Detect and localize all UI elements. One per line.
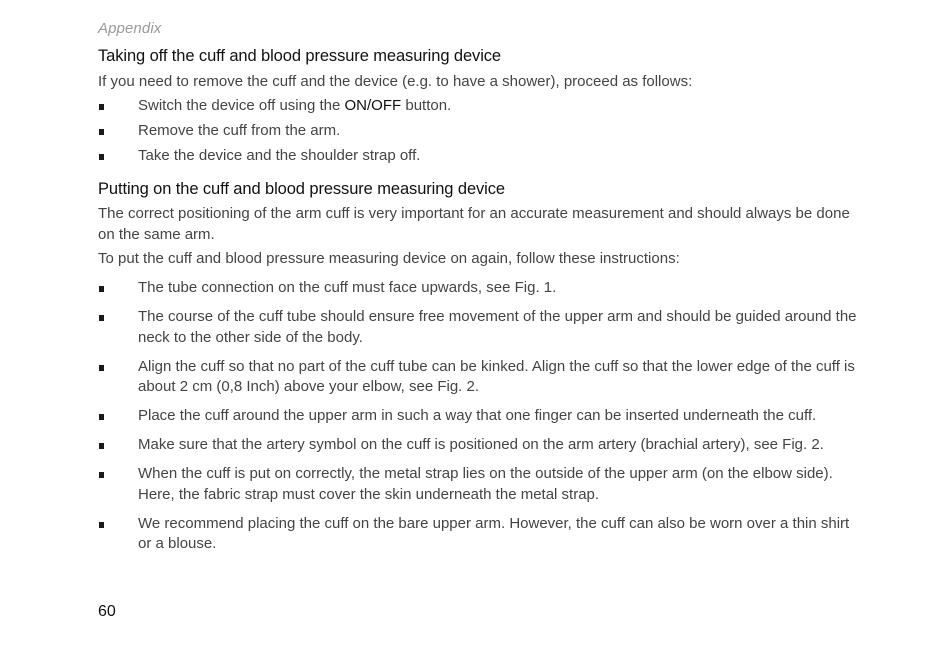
- list-item-text: Take the device and the shoulder strap off.: [138, 147, 421, 164]
- list-item-text: Place the cuff around the upper arm in such a way that one finger can be inserted underneath the cuff.: [138, 407, 817, 424]
- list-item-text: Make sure that the artery symbol on the cuff is positioned on the arm artery (brachial artery), see Fig. 2.: [138, 436, 824, 453]
- bullet-marker-icon: [99, 104, 104, 110]
- paragraph-instructions-intro: To put the cuff and blood pressure measuring device on again, follow these instructions:: [98, 250, 680, 267]
- bullet-marker-icon: [99, 365, 104, 371]
- section-title-putting-on: Putting on the cuff and blood pressure measuring device: [98, 180, 505, 198]
- list-item-text: button.: [401, 97, 452, 114]
- list-item: [98, 435, 858, 456]
- list-item: [98, 514, 858, 555]
- list-item-text: The course of the cuff tube should ensure free movement of the upper arm and should be guided around the neck to the other side of the body.: [138, 308, 857, 346]
- bullet-marker-icon: [99, 443, 104, 449]
- list-item: [98, 96, 858, 117]
- section-intro-taking-off: If you need to remove the cuff and the device (e.g. to have a shower), proceed as follows:: [98, 73, 693, 90]
- list-item-text: Switch the device off using the: [138, 97, 345, 114]
- list-item-text: We recommend placing the cuff on the bare upper arm. However, the cuff can also be worn over a thin shirt or a blouse.: [138, 514, 850, 552]
- list-item: [98, 121, 858, 142]
- list-item-text: The tube connection on the cuff must face upwards, see Fig. 1.: [138, 279, 557, 296]
- section-title-taking-off: Taking off the cuff and blood pressure measuring device: [98, 47, 501, 65]
- list-item: [98, 278, 858, 299]
- list-item: [98, 307, 858, 348]
- bullet-marker-icon: [99, 315, 104, 321]
- paragraph-positioning: The correct positioning of the arm cuff is very important for an accurate measurement and should always be done on the same arm.: [98, 205, 850, 243]
- bullet-marker-icon: [99, 129, 104, 135]
- bullet-marker-icon: [99, 414, 104, 420]
- list-item-text: Remove the cuff from the arm.: [138, 122, 341, 139]
- list-item: [98, 406, 858, 427]
- page-number: 60: [98, 603, 116, 620]
- list-item: [98, 357, 858, 398]
- bullet-list-putting-on: [98, 278, 858, 563]
- list-item-text: Align the cuff so that no part of the cuff tube can be kinked. Align the cuff so that the lower edge of the cuff is about 2 cm (0,8 Inch) above your elbow, see Fig. 2.: [138, 357, 855, 395]
- list-item-text: When the cuff is put on correctly, the metal strap lies on the outside of the upper arm (on the elbow side). Here, the fabric strap must cover the skin underneath the metal strap.: [138, 465, 833, 503]
- bullet-marker-icon: [99, 154, 104, 160]
- bullet-marker-icon: [99, 522, 104, 528]
- bullet-marker-icon: [99, 472, 104, 478]
- list-item: [98, 146, 858, 167]
- bullet-marker-icon: [99, 286, 104, 292]
- bullet-list-taking-off: [98, 96, 858, 171]
- on-off-button-label: ON/OFF: [344, 97, 402, 114]
- running-header: Appendix: [98, 20, 162, 37]
- list-item: [98, 464, 858, 505]
